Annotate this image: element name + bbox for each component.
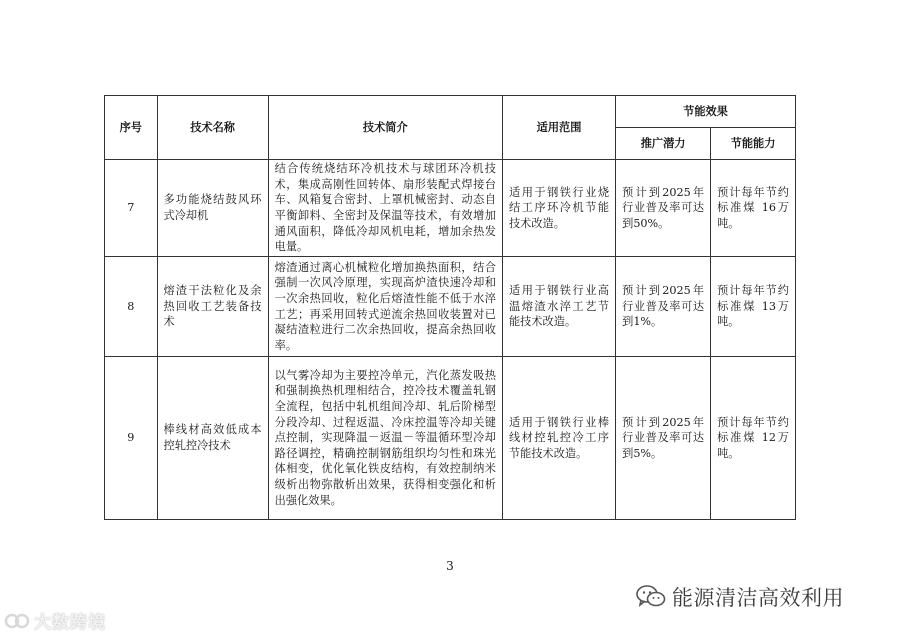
row-scope: 适用于钢铁行业棒线材控轧控冷工序节能技术改造。 xyxy=(502,357,615,520)
row-name: 多功能烧结鼓风环式冷却机 xyxy=(157,160,268,257)
header-capacity: 节能能力 xyxy=(711,128,796,160)
table-row xyxy=(105,160,796,257)
row-capacity: 预计每年节约标准煤 12万吨。 xyxy=(711,357,796,520)
technology-table xyxy=(104,95,796,520)
table-row xyxy=(105,357,796,520)
watermark-right xyxy=(636,582,844,612)
row-name: 棒线材高效低成本控轧控冷技术 xyxy=(157,357,268,520)
header-name: 技术名称 xyxy=(157,96,268,160)
row-no: 7 xyxy=(105,160,158,257)
header-potential: 推广潜力 xyxy=(616,128,711,160)
wechat-icon xyxy=(636,584,666,610)
row-brief: 以气雾冷却为主要控冷单元，汽化蒸发吸热和强制换热机理相结合，控冷技术覆盖轧钢全流程，包括中轧机组间冷却、轧后阶梯型分段冷却、过程返温、冷床控温等冷却关键点控制，实现降温－返温－等温循环型冷却路径调控，精确控制钢筋组织均匀性和珠光体相变，优化氧化铁皮结构，有效控制纳米级析出物弥散析出效果，获得相变强化和析出强化效果。 xyxy=(268,357,502,520)
table-header-row xyxy=(105,96,796,128)
watermark-right-text: 能源清洁高效利用 xyxy=(672,586,844,610)
row-potential: 预计到2025年行业普及率可达到50%。 xyxy=(616,160,711,257)
page-number: 3 xyxy=(446,559,454,573)
watermark-left-text: 大数跨境 xyxy=(34,613,106,633)
table-row xyxy=(105,257,796,357)
row-no: 9 xyxy=(105,357,158,520)
row-scope: 适用于钢铁行业烧结工序环冷机节能技术改造。 xyxy=(502,160,615,257)
row-potential: 预计到2025年行业普及率可达到1%。 xyxy=(616,257,711,357)
header-effect: 节能效果 xyxy=(616,96,796,128)
header-brief: 技术简介 xyxy=(268,96,502,160)
row-capacity: 预计每年节约标准煤 13万吨。 xyxy=(711,257,796,357)
row-brief: 结合传统烧结环冷机技术与球团环冷机技术，集成高刚性回转体、扇形装配式焊接台车、风箱复合密封、上罩机械密封、动态自平衡卸料、全密封及保温等技术，有效增加通风面积，降低冷却风机电耗，增加余热发电量。 xyxy=(268,160,502,257)
row-scope: 适用于钢铁行业高温熔渣水淬工艺节能技术改造。 xyxy=(502,257,615,357)
row-capacity: 预计每年节约标准煤 16万吨。 xyxy=(711,160,796,257)
row-name: 熔渣干法粒化及余热回收工艺装备技术 xyxy=(157,257,268,357)
watermark-logo-icon xyxy=(4,611,30,631)
watermark-left xyxy=(4,608,106,633)
header-scope: 适用范围 xyxy=(502,96,615,160)
header-no: 序号 xyxy=(105,96,158,160)
row-brief: 熔渣通过离心机械粒化增加换热面积，结合强制一次风冷原理，实现高炉渣快速冷却和一次余热回收，粒化后熔渣性能不低于水淬工艺；再采用回转式逆流余热回收装置对已凝结渣粒进行二次余热回收，提高余热回收率。 xyxy=(268,257,502,357)
row-no: 8 xyxy=(105,257,158,357)
row-potential: 预计到2025年行业普及率可达到5%。 xyxy=(616,357,711,520)
